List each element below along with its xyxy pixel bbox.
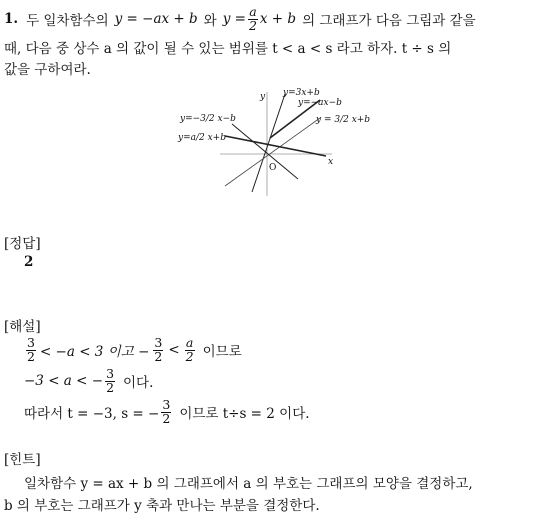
label-neg-ax: y=−ax−b bbox=[298, 98, 342, 108]
problem-text-wa: 와 bbox=[203, 13, 217, 29]
problem-text-a: 두 일차함수의 bbox=[26, 13, 109, 29]
solution-fraction-3: $\frac{a}{2}$ bbox=[185, 335, 194, 364]
solution-fraction-4: $\frac{3}{2}$ bbox=[106, 366, 115, 395]
answer-value: 2 bbox=[24, 254, 34, 270]
solution-header: [해설] bbox=[4, 319, 41, 335]
problem-number: 1. bbox=[4, 11, 19, 27]
x-axis-label: x bbox=[328, 157, 334, 167]
solution-line-2 bbox=[24, 366, 153, 396]
problem-line-2: 때, 다음 중 상수 a 의 값이 될 수 있는 범위를 t < a < s 라고 하자. t ÷ s 의 bbox=[4, 41, 452, 57]
solution-conclusion-start: 따라서 t = −3, s = − bbox=[24, 406, 160, 422]
solution-ineq-1: < −a < 3 이고 − bbox=[39, 344, 150, 360]
graph-figure bbox=[170, 84, 371, 200]
equation-2-prefix: y = bbox=[222, 11, 246, 27]
y-axis-label: y bbox=[260, 92, 266, 102]
problem-line-1 bbox=[4, 4, 476, 34]
solution-conclusion-end: 이므로 t÷s = 2 이다. bbox=[179, 406, 310, 422]
problem-line-3: 값을 구하여라. bbox=[4, 62, 91, 78]
origin-label: O bbox=[269, 163, 277, 173]
hint-line-1: 일차함수 y = ax + b 의 그래프에서 a 의 부호는 그래프의 모양을 결정하고, bbox=[24, 476, 473, 492]
hint-header: [힌트] bbox=[4, 452, 41, 468]
solution-fraction-1: $\frac{3}{2}$ bbox=[27, 335, 35, 364]
solution-ineq-2: −3 < a < − bbox=[24, 373, 104, 389]
label-32: y = 3/2 x+b bbox=[316, 115, 371, 125]
equation-2-fraction: $\frac{a}{2}$ bbox=[248, 4, 257, 33]
answer-header: [정답] bbox=[4, 236, 41, 252]
solution-line-1-end: 이므로 bbox=[202, 344, 242, 360]
solution-line-3 bbox=[24, 397, 310, 427]
solution-fraction-5: $\frac{3}{2}$ bbox=[162, 397, 171, 426]
label-a2: y=a/2 x+b bbox=[178, 133, 226, 143]
solution-lt: < bbox=[168, 342, 180, 358]
label-3x: y=3x+b bbox=[283, 88, 320, 98]
label-neg32: y=−3/2 x−b bbox=[180, 114, 236, 124]
line-a2 bbox=[225, 136, 326, 156]
line-neg32 bbox=[232, 124, 298, 179]
solution-fraction-2: $\frac{3}{2}$ bbox=[154, 335, 163, 364]
equation-2-suffix: x + b bbox=[259, 11, 297, 27]
solution-line-2-end: 이다. bbox=[123, 375, 154, 391]
solution-line-1 bbox=[24, 335, 242, 365]
equation-1: y = −ax + b bbox=[114, 11, 198, 27]
hint-line-2: b 의 부호는 그래프가 y 축과 만나는 부분을 결정한다. bbox=[4, 498, 320, 514]
problem-text-b: 의 그래프가 다음 그림과 같을 bbox=[302, 13, 476, 29]
